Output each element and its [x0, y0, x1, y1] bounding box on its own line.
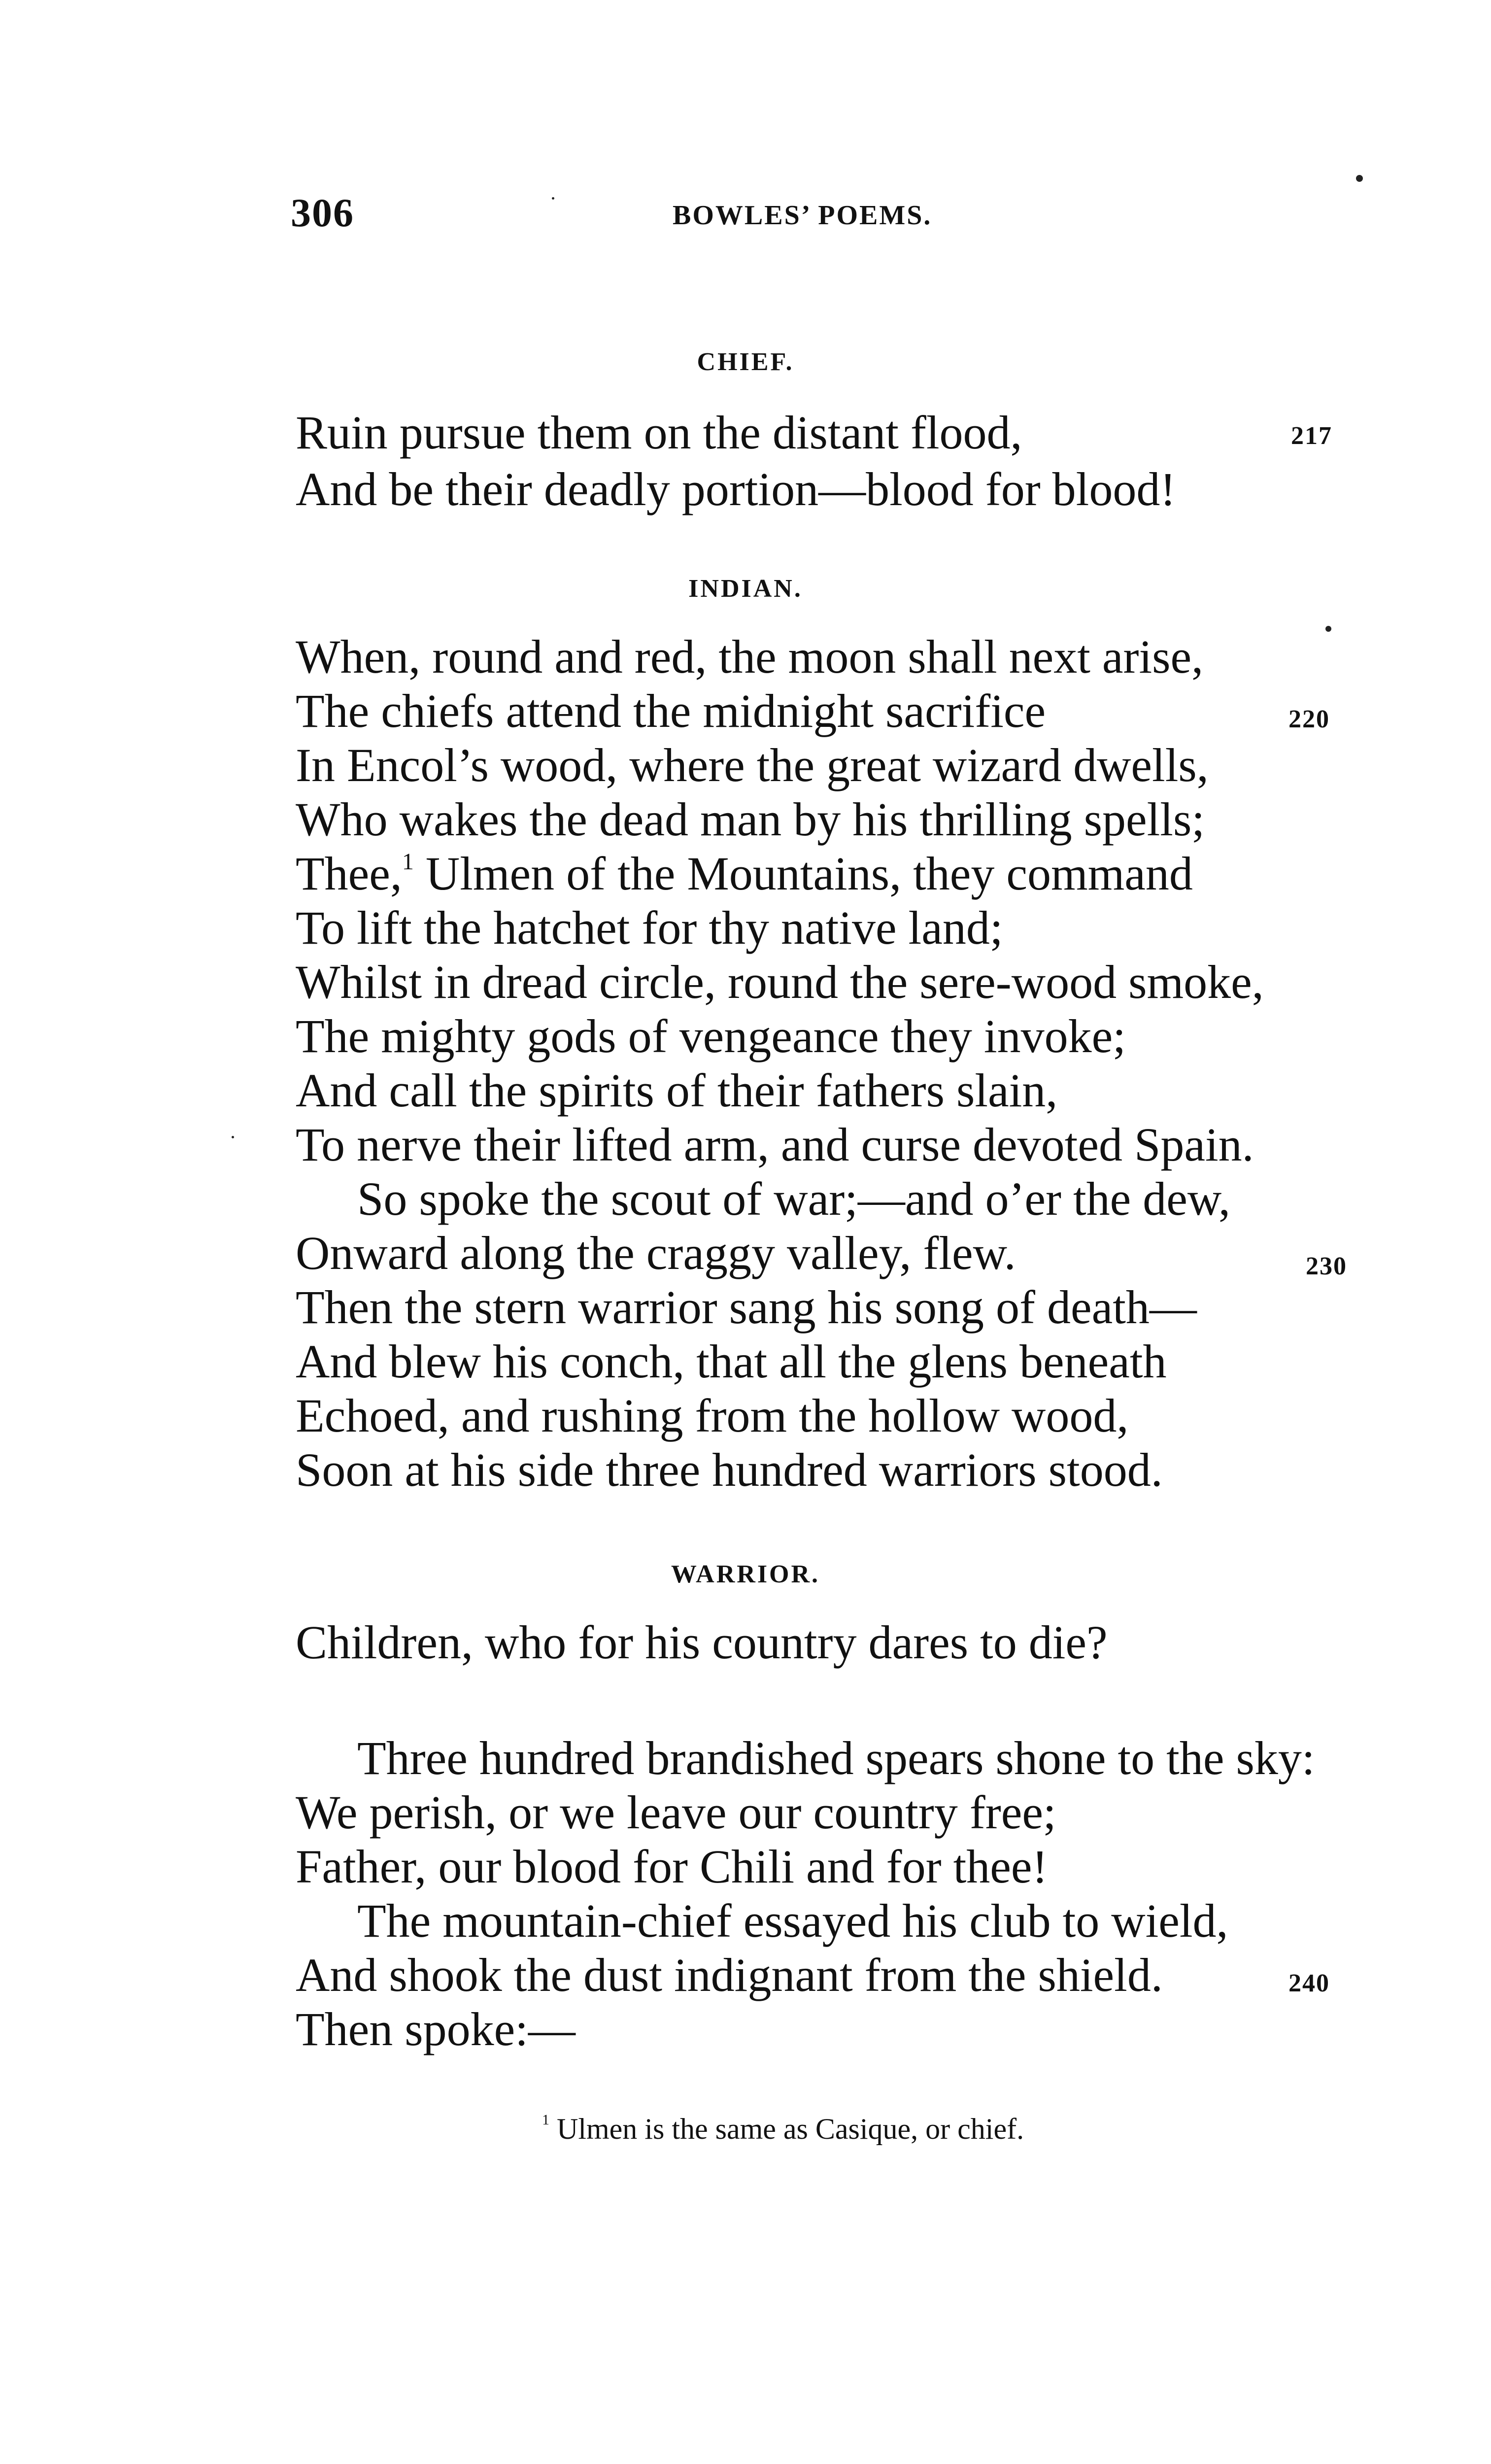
verse-line: Ruin pursue them on the distant flood, [296, 406, 1022, 459]
verse-line: And call the spirits of their fathers slain, [296, 1064, 1058, 1117]
verse-text: Thee, [296, 847, 402, 900]
scan-speck [1325, 626, 1331, 632]
verse-line: Onward along the craggy valley, flew. [296, 1227, 1016, 1279]
page-number: 306 [291, 190, 354, 235]
verse-line: The chiefs attend the midnight sacrifice [296, 684, 1046, 737]
footnote-marker: 1 [542, 2112, 549, 2128]
footnote [542, 2112, 1024, 2146]
line-number: 240 [1288, 1969, 1330, 1997]
verse-line: Then the stern warrior sang his song of death— [296, 1281, 1197, 1334]
verse-line: Children, who for his country dares to die? [296, 1616, 1108, 1669]
verse-line: Whilst in dread circle, round the sere-wood smoke, [296, 956, 1264, 1008]
footnote-reference: 1 [402, 849, 414, 875]
verse-line: When, round and red, the moon shall next arise, [296, 630, 1204, 683]
verse-line: And be their deadly portion—blood for blood! [296, 463, 1176, 515]
verse-line: Father, our blood for Chili and for thee! [296, 1840, 1048, 1893]
verse-line: The mighty gods of vengeance they invoke; [296, 1010, 1126, 1062]
verse-line [296, 847, 1193, 900]
scan-speck [552, 197, 554, 200]
verse-line: Who wakes the dead man by his thrilling spells; [296, 793, 1205, 846]
speaker-chief: CHIEF. [697, 348, 794, 376]
verse-line: Echoed, and rushing from the hollow wood, [296, 1389, 1129, 1442]
speaker-indian: INDIAN. [688, 575, 803, 603]
verse-line: Soon at his side three hundred warriors stood. [296, 1443, 1163, 1496]
line-number: 217 [1291, 422, 1332, 450]
verse-line: To nerve their lifted arm, and curse devoted Spain. [296, 1118, 1254, 1171]
running-title: BOWLES’ POEMS. [673, 200, 932, 231]
verse-line: We perish, or we leave our country free; [296, 1786, 1056, 1839]
line-number: 220 [1288, 705, 1330, 733]
verse-line: The mountain-chief essayed his club to wield, [357, 1894, 1228, 1947]
verse-line: To lift the hatchet for thy native land; [296, 901, 1003, 954]
verse-line: Then spoke:— [296, 2003, 576, 2055]
verse-line: In Encol’s wood, where the great wizard dwells, [296, 739, 1209, 791]
verse-line: So spoke the scout of war;—and o’er the dew, [357, 1172, 1230, 1225]
speaker-warrior: WARRIOR. [671, 1560, 820, 1588]
scan-speck [232, 1136, 234, 1138]
verse-text: Ulmen of the Mountains, they command [413, 847, 1193, 900]
verse-line: And shook the dust indignant from the shield. [296, 1949, 1163, 2001]
verse-line: Three hundred brandished spears shone to the sky: [357, 1732, 1315, 1784]
footnote-text: Ulmen is the same as Casique, or chief. [549, 2112, 1024, 2145]
line-number: 230 [1306, 1252, 1347, 1280]
scan-speck [1356, 175, 1363, 182]
verse-line: And blew his conch, that all the glens beneath [296, 1335, 1167, 1388]
